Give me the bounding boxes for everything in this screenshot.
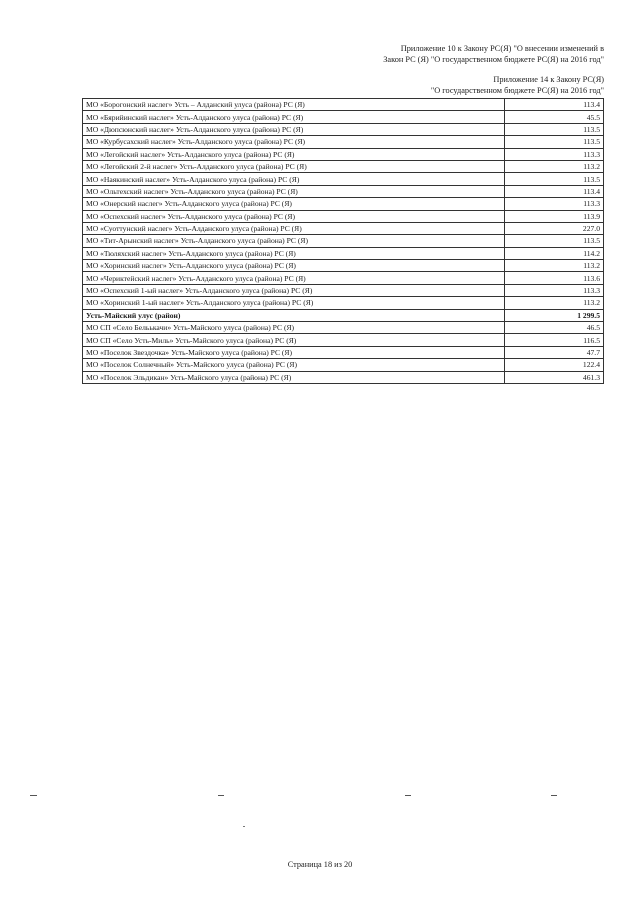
row-name: МО «Бярийинский наслег» Усть-Алданского улуса (района) РС (Я) [83, 111, 505, 123]
table-row [83, 297, 604, 309]
row-name: МО «Наякинский наслег» Усть-Алданского улуса (района) РС (Я) [83, 173, 505, 185]
row-name: МО «Тит-Арынский наслег» Усть-Алданского улуса (района) РС (Я) [83, 235, 505, 247]
row-name: МО «Онерский наслег» Усть-Алданского улуса (района) РС (Я) [83, 198, 505, 210]
row-name: МО «Борогонский наслег» Усть – Алданский улуса (района) РС (Я) [83, 99, 505, 111]
table-row [83, 185, 604, 197]
table-row [83, 136, 604, 148]
header-line-2: Закон РС (Я) "О государственном бюджете РС(Я) на 2016 год" [383, 54, 604, 64]
scan-mark [30, 795, 37, 796]
budget-table [82, 98, 604, 384]
row-name: МО «Поселок Звездочка» Усть-Майского улуса (района) РС (Я) [83, 346, 505, 358]
row-name: МО «Суоттунский наслег» Усть-Алданского улуса (района) РС (Я) [83, 222, 505, 234]
scan-speck [243, 826, 245, 827]
row-value: 122.4 [505, 359, 604, 371]
table-row [83, 99, 604, 111]
row-value: 113.2 [505, 260, 604, 272]
header-appendix-10 [264, 44, 604, 65]
row-name: МО «Оспехский 1-ый наслег» Усть-Алданского улуса (района) РС (Я) [83, 284, 505, 296]
row-value: 113.2 [505, 297, 604, 309]
row-value: 113.5 [505, 173, 604, 185]
scan-mark [551, 795, 557, 796]
table-row [83, 346, 604, 358]
row-name: МО «Тюляхский наслег» Усть-Алданского улуса (района) РС (Я) [83, 247, 505, 259]
row-name: МО «Ольтехский наслег» Усть-Алданского улуса (района) РС (Я) [83, 185, 505, 197]
table-row [83, 222, 604, 234]
header-line-4: "О государственном бюджете РС(Я) на 2016 год" [430, 85, 604, 95]
row-value: 113.3 [505, 284, 604, 296]
table-row [83, 284, 604, 296]
row-name: МО СП «Село Усть-Миль» Усть-Майского улуса (района) РС (Я) [83, 334, 505, 346]
row-value: 116.5 [505, 334, 604, 346]
table-row [83, 272, 604, 284]
row-name: МО «Хоринский 1-ый наслег» Усть-Алданского улуса (района) РС (Я) [83, 297, 505, 309]
row-name: МО «Дюпсюнский наслег» Усть-Алданского улуса (района) РС (Я) [83, 123, 505, 135]
row-value: 113.3 [505, 148, 604, 160]
row-value: 113.3 [505, 198, 604, 210]
table-row [83, 371, 604, 383]
header-line-1: Приложение 10 к Закону РС(Я) "О внесении изменений в [400, 44, 604, 53]
table-row [83, 160, 604, 172]
row-name: МО «Легойский наслег» Усть-Алданского улуса (района) РС (Я) [83, 148, 505, 160]
row-value: 461.3 [505, 371, 604, 383]
scan-mark [218, 795, 224, 796]
table-row [83, 247, 604, 259]
table-row [83, 198, 604, 210]
row-name: МО «Поселок Солнечный» Усть-Майского улуса (района) РС (Я) [83, 359, 505, 371]
row-value: 113.6 [505, 272, 604, 284]
page-footer: Страница 18 из 20 [287, 860, 353, 869]
table-row [83, 210, 604, 222]
row-name: МО «Чериктейский наслег» Усть-Алданского улуса (района) РС (Я) [83, 272, 505, 284]
header-appendix-14 [344, 75, 604, 96]
row-value: 1 299.5 [505, 309, 604, 321]
row-value: 47.7 [505, 346, 604, 358]
row-value: 113.5 [505, 235, 604, 247]
row-value: 227.0 [505, 222, 604, 234]
table-row [83, 111, 604, 123]
row-name: Усть-Майский улус (район) [83, 309, 505, 321]
row-value: 45.5 [505, 111, 604, 123]
table-row [83, 173, 604, 185]
table-row [83, 148, 604, 160]
row-name: МО «Поселок Эльдикан» Усть-Майского улуса (района) РС (Я) [83, 371, 505, 383]
row-name: МО «Курбусахский наслег» Усть-Алданского улуса (района) РС (Я) [83, 136, 505, 148]
row-value: 113.5 [505, 123, 604, 135]
budget-table-body [83, 99, 604, 384]
row-value: 113.2 [505, 160, 604, 172]
header-line-3: Приложение 14 к Закону РС(Я) [493, 75, 604, 84]
row-name: МО СП «Село Бельькачи» Усть-Майского улуса (района) РС (Я) [83, 322, 505, 334]
scan-mark [405, 795, 411, 796]
row-value: 113.4 [505, 99, 604, 111]
row-value: 114.2 [505, 247, 604, 259]
table-row [83, 235, 604, 247]
row-name: МО «Оспехский наслег» Усть-Алданского улуса (района) РС (Я) [83, 210, 505, 222]
row-value: 46.5 [505, 322, 604, 334]
table-row [83, 309, 604, 321]
row-value: 113.4 [505, 185, 604, 197]
table-row [83, 359, 604, 371]
row-name: МО «Хоринский наслег» Усть-Алданского улуса (района) РС (Я) [83, 260, 505, 272]
row-name: МО «Легойский 2-й наслег» Усть-Алданского улуса (района) РС (Я) [83, 160, 505, 172]
row-value: 113.9 [505, 210, 604, 222]
table-row [83, 322, 604, 334]
table-row [83, 334, 604, 346]
table-row [83, 123, 604, 135]
row-value: 113.5 [505, 136, 604, 148]
table-row [83, 260, 604, 272]
